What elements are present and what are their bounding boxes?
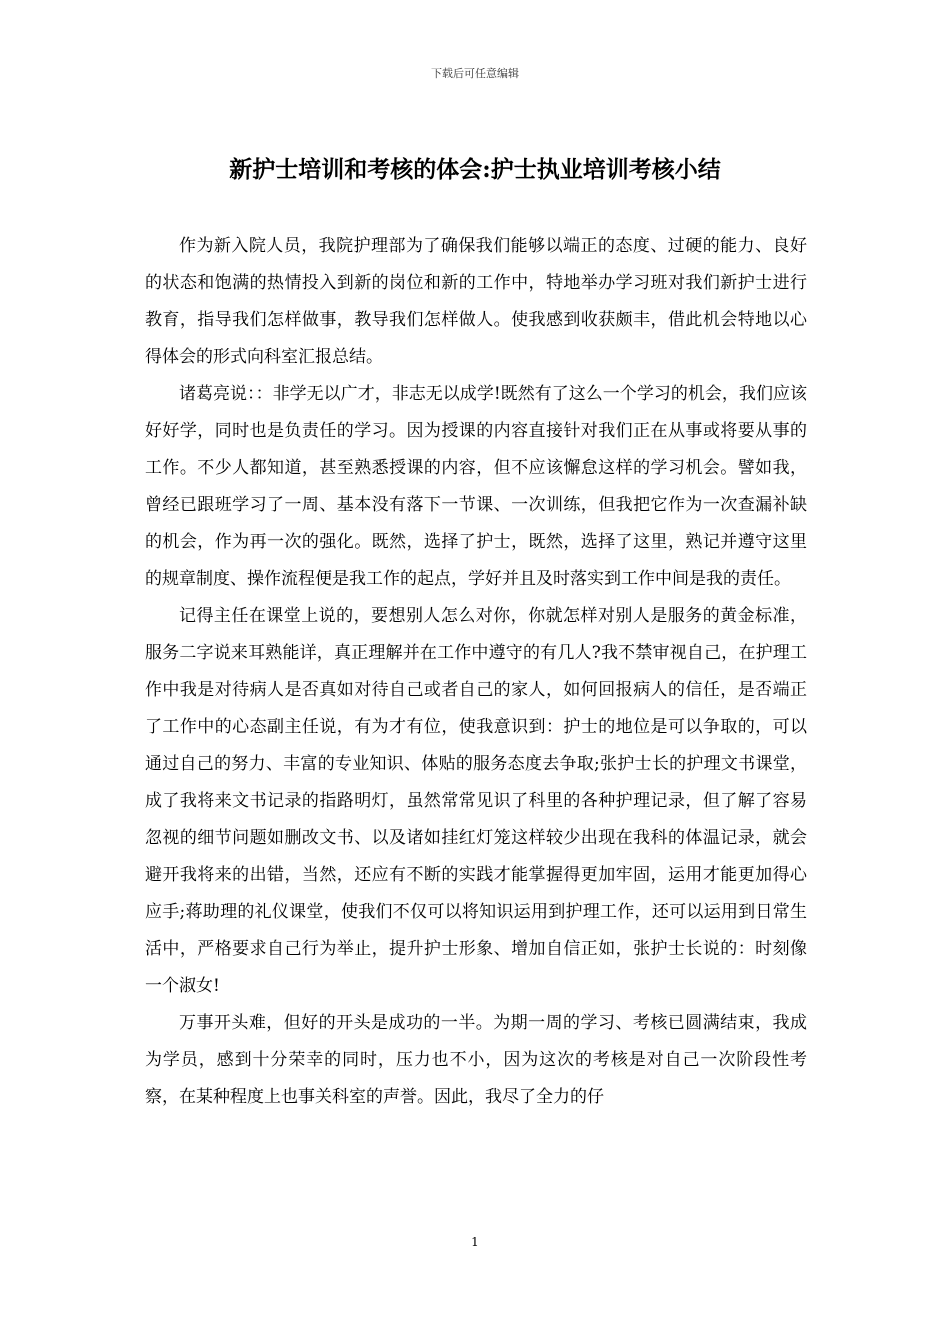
document-body	[145, 228, 807, 1116]
paragraph-2: 诸葛亮说：：非学无以广才，非志无以成学!既然有了这么一个学习的机会，我们应该好好学，同时也是负责任的学习。因为授课的内容直接针对我们正在从事或将要从事的工作。不少人都知道，甚至熟悉授课的内容，但不应该懈怠这样的学习机会。譬如我，曾经已跟班学习了一周、基本没有落下一节课、一次训练，但我把它作为一次查漏补缺的机会，作为再一次的强化。既然，选择了护士，既然，选择了这里，熟记并遵守这里的规章制度、操作流程便是我工作的起点，学好并且及时落实到工作中间是我的责任。	[145, 384, 807, 589]
paragraph-3: 记得主任在课堂上说的，要想别人怎么对你，你就怎样对别人是服务的黄金标准，服务二字说来耳熟能详，真正理解并在工作中遵守的有几人?我不禁审视自己，在护理工作中我是对待病人是否真如对待自己或者自己的家人，如何回报病人的信任，是否端正了工作中的心态副主任说，有为才有位，使我意识到：护士的地位是可以争取的，可以通过自己的努力、丰富的专业知识、体贴的服务态度去争取;张护士长的护理文书课堂，成了我将来文书记录的指路明灯，虽然常常见识了科里的各种护理记录，但了解了容易忽视的细节问题如删改文书、以及诸如挂红灯笼这样较少出现在我科的体温记录，就会避开我将来的出错，当然，还应有不断的实践才能掌握得更加牢固，运用才能更加得心应手;蒋助理的礼仪课堂，使我们不仅可以将知识运用到护理工作，还可以运用到日常生活中，严格要求自己行为举止，提升护士形象、增加自信正如，张护士长说的：时刻像一个淑女!	[145, 606, 807, 996]
page-title: 新护士培训和考核的体会:护士执业培训考核小结	[229, 156, 721, 183]
paragraph-1: 作为新入院人员，我院护理部为了确保我们能够以端正的态度、过硬的能力、良好的状态和饱满的热情投入到新的岗位和新的工作中，特地举办学习班对我们新护士进行教育，指导我们怎样做事，教导我们怎样做人。使我感到收获颇丰，借此机会特地以心得体会的形式向科室汇报总结。	[145, 236, 807, 367]
header-note: 下载后可任意编辑	[431, 67, 519, 80]
page-number: 1	[471, 1235, 479, 1249]
paragraph-4: 万事开头难，但好的开头是成功的一半。为期一周的学习、考核已圆满结束，我成为学员，感到十分荣幸的同时，压力也不小，因为这次的考核是对自己一次阶段性考察，在某种程度上也事关科室的声誉。因此，我尽了全力的仔	[145, 1013, 807, 1107]
